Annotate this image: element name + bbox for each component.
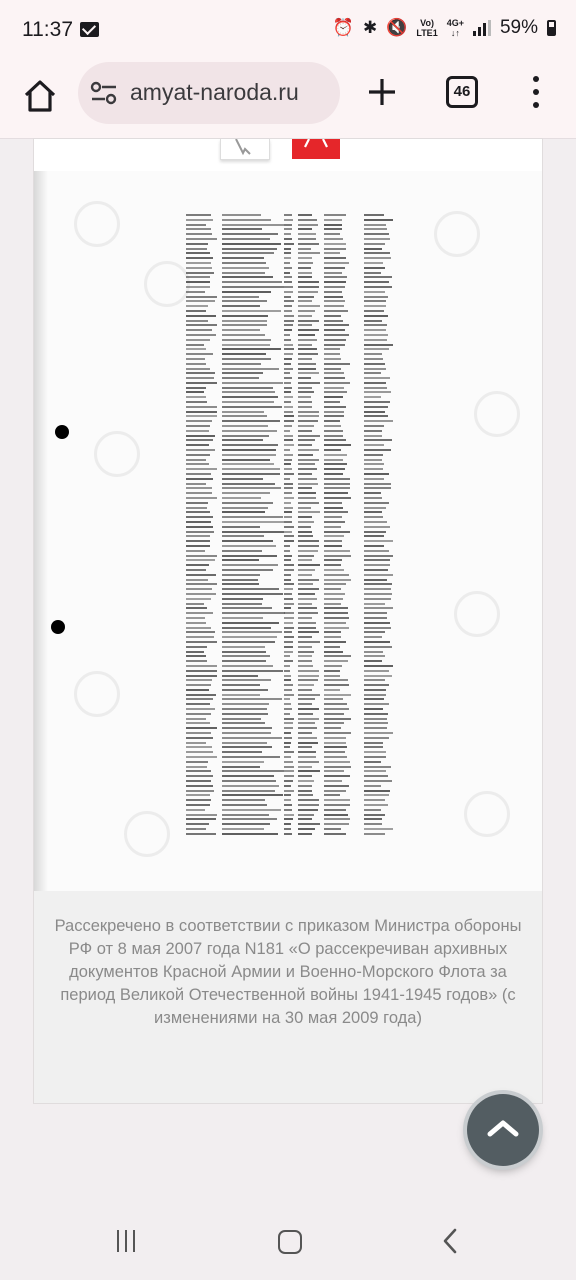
scroll-to-top-button[interactable]: [467, 1094, 539, 1166]
battery-icon: [547, 20, 556, 36]
network-type-indicator: 4G+ ↓↑: [446, 18, 464, 38]
document-nav-tile[interactable]: [220, 139, 270, 160]
home-nav-icon[interactable]: [278, 1230, 302, 1254]
chevron-up-icon: [485, 1114, 521, 1146]
status-icons: [333, 17, 556, 39]
status-bar: [0, 0, 576, 62]
clock: 11:37: [22, 18, 73, 41]
site-settings-icon[interactable]: [90, 80, 118, 106]
new-tab-button[interactable]: [364, 74, 400, 110]
back-icon[interactable]: [440, 1228, 460, 1259]
bluetooth-icon: ✱: [362, 18, 378, 37]
cursor-icon: [221, 139, 269, 159]
document-scan[interactable]: [34, 171, 542, 891]
declassification-caption: Рассекречено в соответствии с приказом Министра обороны РФ от 8 мая 2007 года N181 «О рассекречиван архивных документов Красной Армии и Военно-Морского Флота за период Великой Отечественной войны 1941-1945 годов» (с изменениями на 30 мая 2009 года): [54, 917, 522, 1027]
battery-percent: 59%: [499, 17, 538, 38]
browser-toolbar: [0, 62, 576, 139]
more-menu-icon[interactable]: [532, 76, 540, 110]
home-icon: [20, 76, 60, 116]
signal-icon: [473, 20, 491, 36]
alarm-icon: ⏰: [332, 18, 354, 37]
document-nav-tile-red[interactable]: [292, 139, 340, 159]
margin-mark: [55, 425, 69, 439]
mail-notification-icon: [80, 22, 99, 37]
home-button[interactable]: [20, 76, 60, 116]
mute-icon: 🔇: [386, 18, 408, 37]
plus-icon: [364, 74, 400, 110]
arrows-icon: [292, 139, 340, 159]
caption-block: [34, 891, 542, 1103]
volte-indicator: Vo) LTE1: [416, 18, 438, 38]
document-card: [33, 138, 543, 1104]
margin-mark: [51, 620, 65, 634]
system-nav-bar: [0, 1186, 576, 1280]
tab-switcher-button[interactable]: 46: [446, 76, 478, 108]
address-bar[interactable]: [78, 62, 340, 124]
recent-apps-icon[interactable]: [117, 1230, 141, 1257]
url-text[interactable]: amyat-naroda.ru: [130, 79, 299, 105]
